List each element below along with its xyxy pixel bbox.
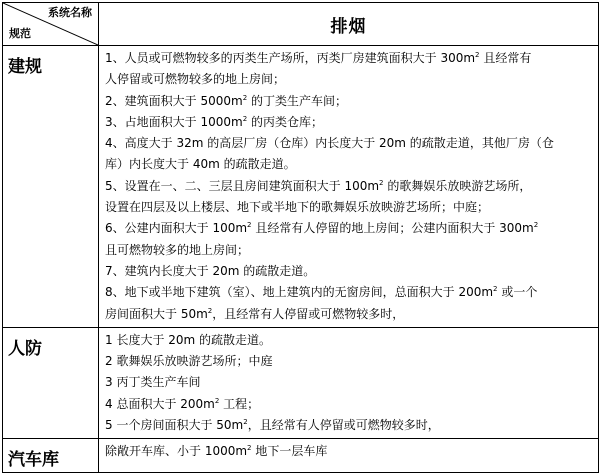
requirement-line: 7、建筑内长度大于 20m 的疏散走道。 (105, 263, 316, 278)
requirement-line: 5、设置在一、二、三层且房间建筑面积大于 $100m^2$ 的歌舞娱乐放映游艺场所， (105, 178, 532, 193)
category-cell: 汽车库 (3, 439, 99, 473)
category-cell: 建规 (3, 46, 99, 328)
corner-label-code: 规范 (9, 27, 31, 40)
requirement-line: 5 一个房间面积大于 $50m^2$，且经常有人停留或可燃物较多时， (105, 418, 440, 433)
requirement-line: 6、公建内面积大于 $100m^2$ 且经常有人停留的地上房间；公建内面积大于 $300m^2$ (105, 221, 539, 236)
table-row (3, 327, 599, 438)
requirements-cell (99, 327, 599, 438)
requirement-line: 库）内长度大于 40m 的疏散走道。 (105, 157, 296, 172)
header-corner-cell (3, 3, 99, 46)
requirements-cell (99, 46, 599, 328)
requirement-line: 3 丙丁类生产车间 (105, 375, 201, 390)
requirement-line: 2、建筑面积大于 $5000m^2$ 的丁类生产车间； (105, 93, 347, 108)
smoke-exhaust-table (2, 2, 599, 473)
requirement-line: 3、占地面积大于 $1000m^2$ 的丙类仓库； (105, 114, 323, 129)
requirement-line: 4 总面积大于 $200m^2$ 工程； (105, 396, 260, 411)
requirement-line: 设置在四层及以上楼层、地下或半地下的歌舞娱乐放映游艺场所；中庭； (105, 200, 490, 215)
requirement-line: 1 长度大于 20m 的疏散走道。 (105, 332, 272, 347)
category-cell: 人防 (3, 327, 99, 438)
requirements-cell (99, 439, 599, 473)
requirement-line: 人停留或可燃物较多的地上房间； (105, 72, 286, 87)
table-row (3, 439, 599, 473)
header-row (3, 3, 599, 46)
table-row (3, 46, 599, 328)
requirement-line: 1、人员或可燃物较多的丙类生产场所，丙类厂房建筑面积大于 $300m^2$ 且经常有 (105, 51, 532, 65)
requirement-line: 且可燃物较多的地上房间； (105, 242, 250, 257)
corner-label-system-name: 系统名称 (48, 6, 92, 19)
column-title-smoke-exhaust: 排烟 (99, 3, 599, 46)
requirement-line: 8、地下或半地下建筑（室）、地上建筑内的无窗房间，总面积大于 $200m^2$ 或一个 (105, 285, 538, 300)
requirement-line: 4、高度大于 32m 的高层厂房（仓库）内长度大于 20m 的疏散走道，其他厂房（仓 (105, 136, 554, 151)
requirement-line: 2 歌舞娱乐放映游艺场所；中庭 (105, 354, 273, 369)
requirement-line: 除敞开车库、小于 $1000m^2$ 地下一层车库 (105, 444, 328, 459)
requirement-line: 房间面积大于 $50m^2$，且经常有人停留或可燃物较多时， (105, 306, 405, 321)
